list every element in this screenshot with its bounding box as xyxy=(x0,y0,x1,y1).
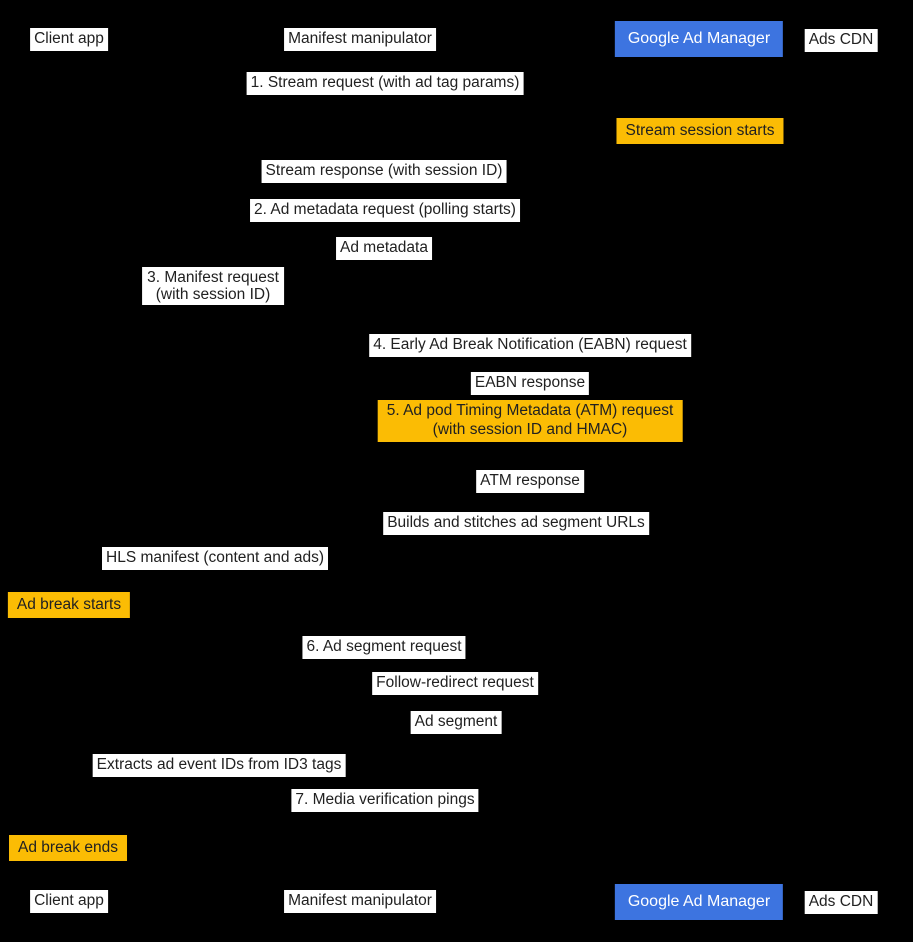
message-1-stream-request: 1. Stream request (with ad tag params) xyxy=(247,72,524,95)
participant-manifest-manipulator-bottom: Manifest manipulator xyxy=(284,890,436,913)
message-6-ad-segment-request: 6. Ad segment request xyxy=(302,636,465,659)
note-ad-break-ends: Ad break ends xyxy=(9,835,127,861)
participant-manifest-manipulator-top: Manifest manipulator xyxy=(284,28,436,51)
message-3-manifest-request-line2: (with session ID) xyxy=(155,286,271,304)
message-5-atm-request xyxy=(378,400,683,442)
message-5-atm-request-line1: 5. Ad pod Timing Metadata (ATM) request xyxy=(386,402,674,419)
message-3-manifest-request-line1: 3. Manifest request xyxy=(147,269,279,286)
participant-google-ad-manager-bottom: Google Ad Manager xyxy=(615,884,783,920)
participant-google-ad-manager-top: Google Ad Manager xyxy=(615,21,783,57)
note-stream-session-starts: Stream session starts xyxy=(616,118,783,144)
message-4-eabn-request: 4. Early Ad Break Notification (EABN) request xyxy=(369,334,691,357)
participant-ads-cdn-top: Ads CDN xyxy=(805,29,878,52)
participant-client-app-top: Client app xyxy=(30,28,108,51)
note-extracts-ad-event-ids: Extracts ad event IDs from ID3 tags xyxy=(93,754,346,777)
message-follow-redirect-request: Follow-redirect request xyxy=(372,672,538,695)
message-7-media-verification-pings: 7. Media verification pings xyxy=(291,789,478,812)
message-atm-response: ATM response xyxy=(476,470,584,493)
message-5-atm-request-line2: (with session ID and HMAC) xyxy=(432,420,628,438)
message-eabn-response: EABN response xyxy=(471,372,589,395)
note-builds-and-stitches: Builds and stitches ad segment URLs xyxy=(383,512,649,535)
participant-client-app-bottom: Client app xyxy=(30,890,108,913)
message-2-ad-metadata-request: 2. Ad metadata request (polling starts) xyxy=(250,199,520,222)
note-ad-break-starts: Ad break starts xyxy=(8,592,130,618)
participant-ads-cdn-bottom: Ads CDN xyxy=(805,891,878,914)
message-stream-response: Stream response (with session ID) xyxy=(262,160,507,183)
message-hls-manifest: HLS manifest (content and ads) xyxy=(102,547,328,570)
message-ad-metadata: Ad metadata xyxy=(336,237,432,260)
message-3-manifest-request xyxy=(142,267,284,305)
message-ad-segment: Ad segment xyxy=(411,711,502,734)
